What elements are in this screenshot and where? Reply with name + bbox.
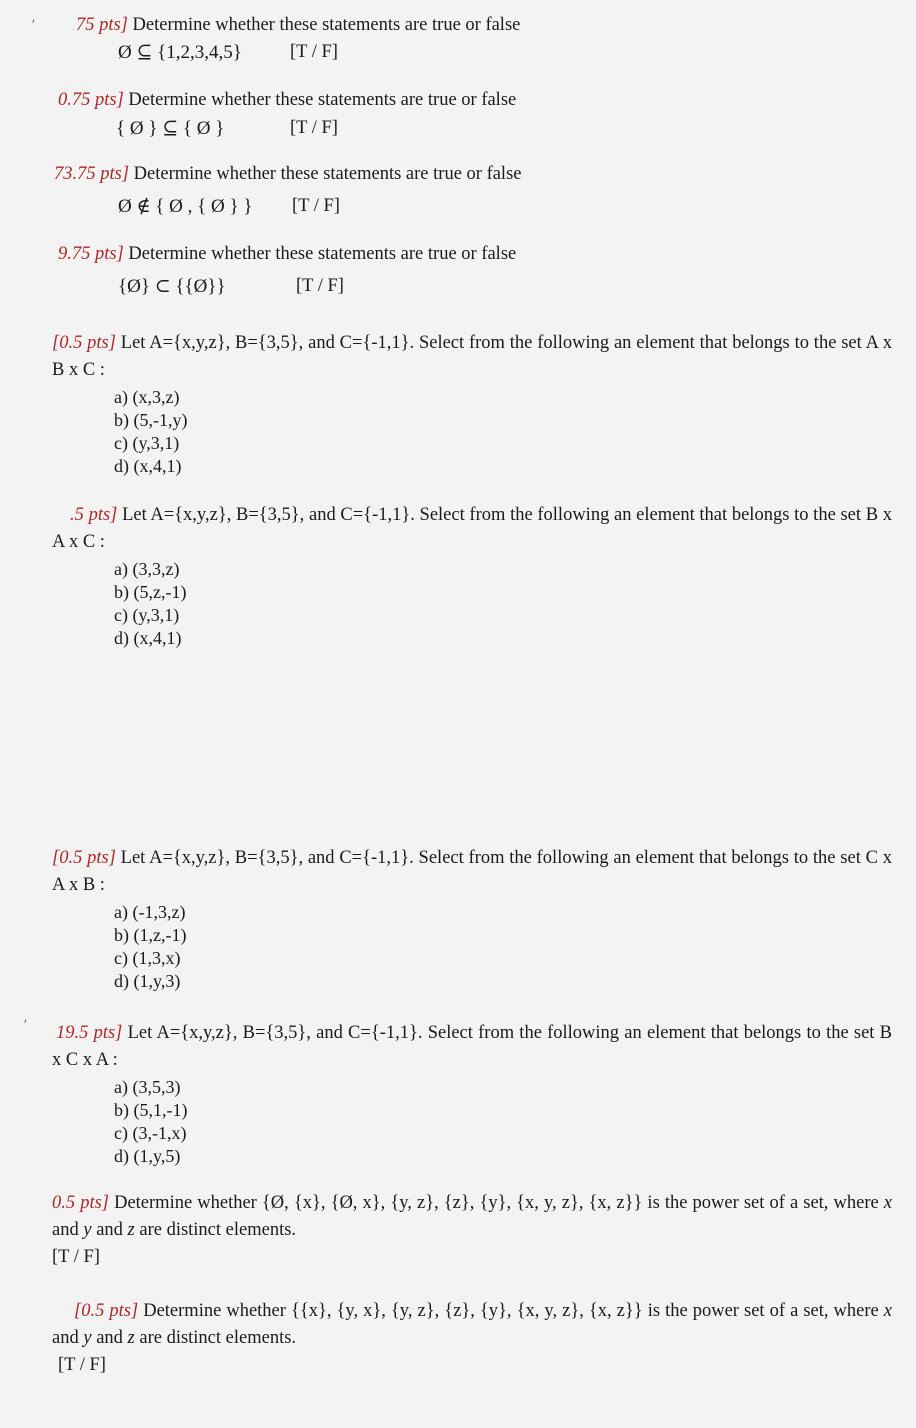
- option-c[interactable]: c) (y,3,1): [114, 605, 180, 625]
- question-text: Let A={x,y,z}, B={3,5}, and C={-1,1}. Select from the following an element that belongs to the set A x B x C :: [52, 333, 893, 380]
- option-b[interactable]: b) (5,z,-1): [114, 582, 187, 602]
- question-tf-4: [58, 244, 516, 265]
- question-text: Determine whether {{x}, {y, x}, {y, z}, {z}, {y}, {x, y, z}, {x, z}} is the power set of a set, where: [143, 1301, 884, 1321]
- statement-2: { Ø } ⊆ { Ø }: [116, 118, 225, 139]
- option-d[interactable]: d) (1,y,3): [114, 971, 181, 991]
- question-text: Determine whether these statements are true or false: [132, 15, 521, 35]
- statement-3: Ø ∉ { Ø , { Ø } }: [118, 196, 253, 217]
- question-mc-2: [52, 502, 892, 650]
- points-label: [0.5 pts]: [52, 848, 116, 868]
- question-tf-1: [76, 15, 520, 36]
- variable-z: z: [127, 1328, 135, 1348]
- answer-choice-tf[interactable]: [T / F]: [292, 196, 340, 216]
- option-a[interactable]: a) (x,3,z): [114, 387, 180, 407]
- option-d[interactable]: d) (x,4,1): [114, 628, 182, 648]
- points-label: 75 pts]: [76, 15, 128, 35]
- question-text: Let A={x,y,z}, B={3,5}, and C={-1,1}. Select from the following an element that belongs to the set C x A x B :: [52, 848, 892, 895]
- answer-choice-tf[interactable]: [T / F]: [290, 42, 338, 62]
- option-c[interactable]: c) (3,-1,x): [114, 1123, 187, 1143]
- option-b[interactable]: b) (5,1,-1): [114, 1100, 188, 1120]
- points-label: 0.75 pts]: [58, 90, 124, 110]
- statement-4: {Ø} ⊂ {{Ø}}: [118, 276, 226, 297]
- variable-y: y: [83, 1220, 92, 1240]
- question-mc-3: [52, 845, 892, 993]
- answer-choice-tf[interactable]: [T / F]: [290, 118, 338, 138]
- question-tf-3: [54, 164, 522, 185]
- question-text-end: are distinct elements.: [134, 1220, 297, 1240]
- question-text: Determine whether these statements are true or false: [128, 90, 517, 110]
- conjunction: and: [91, 1328, 128, 1348]
- question-mc-4: [52, 1020, 892, 1168]
- conjunction: and: [52, 1328, 84, 1348]
- variable-x: x: [883, 1193, 893, 1213]
- question-powerset-1: [52, 1190, 892, 1271]
- question-mc-1: [52, 330, 892, 478]
- option-a[interactable]: a) (-1,3,z): [114, 902, 186, 922]
- points-label: .5 pts]: [70, 505, 118, 525]
- option-c[interactable]: c) (1,3,x): [114, 948, 181, 968]
- option-c[interactable]: c) (y,3,1): [114, 433, 180, 453]
- variable-x: x: [883, 1301, 893, 1321]
- option-a[interactable]: a) (3,5,3): [114, 1077, 181, 1097]
- question-text: Determine whether {Ø, {x}, {Ø, x}, {y, z}, {z}, {y}, {x, y, z}, {x, z}} is the power set of a set, where: [114, 1193, 884, 1213]
- question-text: Let A={x,y,z}, B={3,5}, and C={-1,1}. Select from the following an element that belongs to the set B x C x A :: [52, 1023, 892, 1070]
- option-d[interactable]: d) (1,y,5): [114, 1146, 181, 1166]
- points-label: [0.5 pts]: [52, 333, 116, 353]
- statement-1: Ø ⊆ {1,2,3,4,5}: [118, 42, 242, 63]
- conjunction: and: [91, 1220, 128, 1240]
- option-a[interactable]: a) (3,3,z): [114, 559, 180, 579]
- margin-mark: ʹ: [24, 1018, 28, 1033]
- answer-choice-tf[interactable]: [T / F]: [52, 1247, 100, 1267]
- points-label: 0.5 pts]: [52, 1193, 109, 1213]
- option-b[interactable]: b) (1,z,-1): [114, 925, 187, 945]
- question-tf-2: [58, 90, 516, 111]
- variable-z: z: [127, 1220, 135, 1240]
- margin-mark: ʹ: [32, 18, 36, 33]
- option-d[interactable]: d) (x,4,1): [114, 456, 182, 476]
- points-label: 19.5 pts]: [56, 1023, 123, 1043]
- question-text: Let A={x,y,z}, B={3,5}, and C={-1,1}. Select from the following an element that belongs to the set B x A x C :: [52, 505, 892, 552]
- conjunction: and: [52, 1220, 84, 1240]
- answer-choice-tf[interactable]: [T / F]: [296, 276, 344, 296]
- question-text: Determine whether these statements are true or false: [128, 244, 517, 264]
- question-text-end: are distinct elements.: [134, 1328, 297, 1348]
- question-powerset-2: [52, 1298, 892, 1379]
- points-label: [0.5 pts]: [74, 1301, 139, 1321]
- answer-choice-tf[interactable]: [T / F]: [58, 1355, 106, 1375]
- points-label: 73.75 pts]: [54, 164, 130, 184]
- question-text: Determine whether these statements are true or false: [133, 164, 522, 184]
- variable-y: y: [83, 1328, 92, 1348]
- option-b[interactable]: b) (5,-1,y): [114, 410, 188, 430]
- points-label: 9.75 pts]: [58, 244, 124, 264]
